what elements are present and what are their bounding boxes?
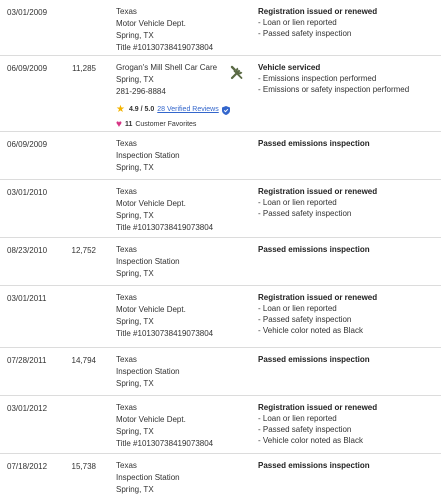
record-source [116,244,180,280]
record-event-title: Passed emissions inspection [258,461,370,470]
record-date: 03/01/2011 [7,294,47,303]
record-event-title: Passed emissions inspection [258,139,370,148]
source-line: Motor Vehicle Dept. [116,415,186,424]
source-line: Inspection Station [116,257,180,266]
record-detail-item: - Passed safety inspection [258,315,352,324]
history-record [0,56,441,132]
record-details [258,292,377,336]
shop-rating [116,104,230,116]
source-name: Grogan's Mill Shell Car Care [116,63,218,72]
favorites-count: 11 [124,121,133,128]
record-details [258,244,370,255]
source-line: Spring, TX [116,485,154,494]
verified-reviews-link[interactable]: 28 Verified Reviews [157,106,219,113]
record-date: 07/18/2012 [7,462,48,471]
source-line: Spring, TX [116,379,154,388]
source-line: Title #10130738419073804 [116,329,214,338]
star-icon: ★ [116,104,125,115]
source-line: Inspection Station [116,151,180,160]
history-record [0,132,441,180]
source-line: Title #10130738419073804 [116,223,214,232]
source-name: Texas [116,245,137,254]
source-line: 281-296-8884 [116,87,166,96]
record-source [116,62,230,131]
source-line: Motor Vehicle Dept. [116,19,186,28]
record-event-title: Registration issued or renewed [258,293,378,302]
record-source [116,402,213,450]
record-source [116,292,213,340]
source-line: Inspection Station [116,473,180,482]
history-record [0,238,441,286]
source-name: Texas [116,187,137,196]
history-record [0,180,441,238]
record-source [116,354,180,390]
source-name: Texas [116,403,137,412]
history-record [0,348,441,396]
record-event-title: Registration issued or renewed [258,187,378,196]
record-details [258,6,377,39]
record-details [258,354,370,365]
source-line: Spring, TX [116,427,154,436]
record-source [116,138,180,174]
record-event-title: Registration issued or renewed [258,403,378,412]
source-line: Inspection Station [116,367,180,376]
source-line: Motor Vehicle Dept. [116,199,186,208]
source-line: Spring, TX [116,317,154,326]
record-details [258,460,370,471]
record-date: 06/09/2009 [7,140,48,149]
history-record [0,396,441,454]
verified-badge-icon [222,106,230,115]
source-line: Spring, TX [116,31,154,40]
source-line: Spring, TX [116,211,154,220]
source-line: Spring, TX [116,75,154,84]
record-date: 07/28/2011 [7,356,47,365]
record-details [258,402,377,446]
record-details [258,186,377,219]
source-line: Motor Vehicle Dept. [116,305,186,314]
record-detail-item: - Loan or lien reported [258,304,337,313]
record-detail-item: - Loan or lien reported [258,414,337,423]
source-name: Texas [116,461,137,470]
record-source [116,6,213,54]
record-event-title: Passed emissions inspection [258,355,370,364]
record-details [258,62,409,95]
record-mileage: 14,794 [71,356,96,365]
record-event-title: Registration issued or renewed [258,7,378,16]
record-detail-item: - Vehicle color noted as Black [258,436,363,445]
rating-score: 4.9 / 5.0 [128,106,155,113]
record-detail-item: - Loan or lien reported [258,18,337,27]
source-name: Texas [116,293,137,302]
history-record [0,454,441,500]
source-name: Texas [116,7,137,16]
record-date: 06/09/2009 [7,64,48,73]
source-line: Title #10130738419073804 [116,43,214,52]
record-date: 03/01/2010 [7,188,48,197]
record-detail-item: - Emissions or safety inspection performed [258,85,410,94]
record-mileage: 11,285 [72,64,96,73]
source-line: Spring, TX [116,163,154,172]
record-source [116,186,213,234]
source-name: Texas [116,355,137,364]
record-date: 03/01/2012 [7,404,48,413]
record-detail-item: - Emissions inspection performed [258,74,377,83]
wrench-screwdriver-icon [229,65,245,81]
record-detail-item: - Passed safety inspection [258,425,352,434]
record-detail-item: - Vehicle color noted as Black [258,326,363,335]
source-name: Texas [116,139,137,148]
history-record [0,286,441,348]
record-mileage: 15,738 [71,462,96,471]
source-line: Title #10130738419073804 [116,439,214,448]
record-details [258,138,370,149]
favorites-label: Customer Favorites [135,121,197,128]
heart-icon: ♥ [116,119,122,130]
customer-favorites [116,119,230,131]
record-date: 03/01/2009 [7,8,48,17]
record-event-title: Passed emissions inspection [258,245,370,254]
history-record [0,0,441,56]
record-detail-item: - Loan or lien reported [258,198,337,207]
record-date: 08/23/2010 [7,246,48,255]
record-source [116,460,180,496]
record-detail-item: - Passed safety inspection [258,209,352,218]
record-event-title: Vehicle serviced [258,63,321,72]
record-detail-item: - Passed safety inspection [258,29,352,38]
source-line: Spring, TX [116,269,154,278]
record-mileage: 12,752 [71,246,96,255]
